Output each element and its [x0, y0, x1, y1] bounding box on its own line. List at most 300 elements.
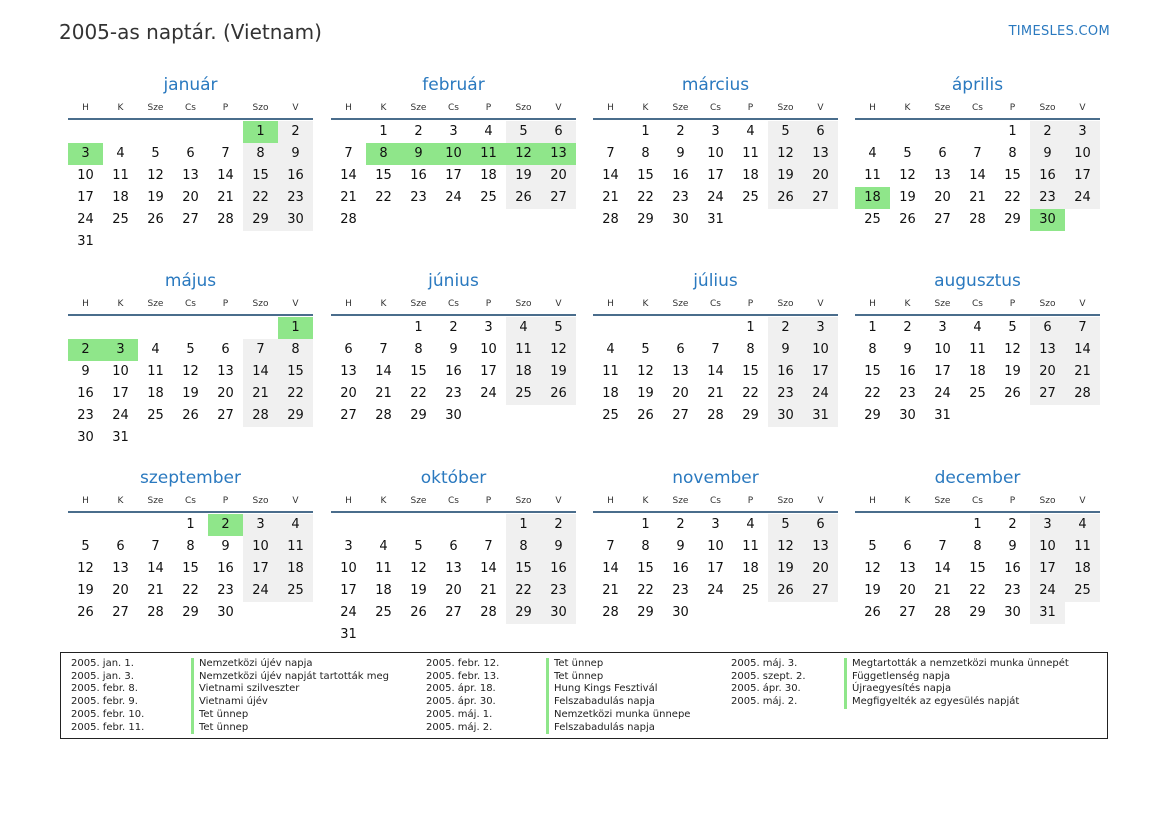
holiday-day-cell: 9	[401, 143, 436, 165]
weekday-label: H	[82, 496, 89, 506]
empty-cell	[471, 209, 506, 231]
day-cell: 19	[1004, 364, 1021, 379]
day-cell: 8	[414, 342, 423, 357]
day-cell: 5	[1008, 320, 1017, 335]
weekday-label: Sze	[672, 103, 689, 113]
weekday-label: P	[485, 103, 492, 113]
weekday-label: K	[380, 103, 387, 113]
empty-cell	[855, 121, 890, 143]
day-cell: 23	[77, 408, 94, 423]
weekday-label: Szo	[1039, 299, 1056, 309]
empty-cell	[173, 121, 208, 143]
legend-holiday-name: Vietnami szilveszter	[199, 683, 300, 695]
day-cell: 2	[541, 514, 576, 536]
day-cell: 21	[602, 190, 619, 205]
day-cell: 29	[506, 602, 541, 624]
day-cell: 15	[637, 168, 654, 183]
day-cell: 2	[903, 320, 912, 335]
weekday-label: H	[607, 103, 614, 113]
day-cell: 26	[899, 212, 916, 227]
weekday-label: K	[380, 299, 387, 309]
day-cell: 12	[410, 561, 427, 576]
weekday-label: P	[485, 299, 492, 309]
day-cell: 17	[707, 168, 724, 183]
day-cell: 19	[768, 165, 803, 187]
legend-holiday-name: Felszabadulás napja	[554, 721, 655, 733]
day-cell: 21	[1065, 361, 1100, 383]
day-cell: 13	[672, 364, 689, 379]
empty-cell	[366, 514, 401, 536]
empty-cell	[768, 602, 803, 624]
day-cell: 16	[1030, 165, 1065, 187]
day-cell: 13	[803, 143, 838, 165]
day-cell: 22	[969, 583, 986, 598]
weekday-label: K	[117, 496, 124, 506]
day-cell: 4	[116, 146, 125, 161]
day-cell: 25	[1065, 580, 1100, 602]
day-cell: 21	[147, 583, 164, 598]
day-cell: 1	[641, 124, 650, 139]
empty-cell	[243, 602, 278, 624]
month-name: december	[934, 468, 1021, 488]
legend-date: 2005. ápr. 30.	[731, 683, 801, 695]
day-cell: 18	[506, 361, 541, 383]
legend-holiday-name: Nemzetközi újév napját tartották meg	[199, 670, 390, 682]
day-cell: 3	[938, 320, 947, 335]
day-cell: 20	[182, 190, 199, 205]
weekday-label: Sze	[147, 299, 164, 309]
day-cell: 29	[969, 605, 986, 620]
day-cell: 10	[934, 342, 951, 357]
empty-cell	[1030, 405, 1065, 427]
day-cell: 25	[480, 190, 497, 205]
empty-cell	[663, 317, 698, 339]
day-cell: 31	[707, 212, 724, 227]
empty-cell	[1065, 602, 1100, 624]
holiday-day-cell: 8	[366, 143, 401, 165]
day-cell: 9	[676, 539, 685, 554]
day-cell: 1	[641, 517, 650, 532]
day-cell: 27	[445, 605, 462, 620]
day-cell: 16	[445, 364, 462, 379]
day-cell: 8	[641, 146, 650, 161]
empty-cell	[925, 514, 960, 536]
day-cell: 24	[340, 605, 357, 620]
holiday-day-cell: 30	[1030, 209, 1065, 231]
day-cell: 7	[344, 146, 353, 161]
day-cell: 26	[506, 187, 541, 209]
legend-holiday-name: Tet ünnep	[554, 658, 604, 669]
day-cell: 31	[1030, 602, 1065, 624]
day-cell: 11	[742, 146, 759, 161]
day-grid	[855, 514, 1100, 624]
empty-cell	[103, 514, 138, 536]
day-cell: 15	[742, 364, 759, 379]
empty-cell	[278, 427, 313, 449]
day-cell: 9	[221, 539, 230, 554]
weekday-label: H	[607, 496, 614, 506]
day-cell: 24	[934, 386, 951, 401]
day-cell: 21	[934, 583, 951, 598]
day-cell: 13	[340, 364, 357, 379]
day-cell: 29	[637, 212, 654, 227]
day-cell: 22	[864, 386, 881, 401]
weekday-label: Sze	[147, 103, 164, 113]
empty-cell	[960, 405, 995, 427]
day-cell: 16	[541, 558, 576, 580]
month-name: január	[163, 75, 218, 95]
weekday-label: P	[485, 496, 492, 506]
legend-dates-column	[71, 658, 144, 734]
month-name: július	[693, 271, 738, 291]
weekday-label: Cs	[448, 496, 459, 506]
day-cell: 1	[506, 514, 541, 536]
day-cell: 19	[637, 386, 654, 401]
holiday-day-cell: 2	[208, 514, 243, 536]
day-cell: 21	[375, 386, 392, 401]
day-cell: 4	[868, 146, 877, 161]
empty-cell	[506, 624, 541, 646]
empty-cell	[541, 209, 576, 231]
empty-cell	[208, 317, 243, 339]
legend-date: 2005. máj. 3.	[731, 658, 798, 669]
day-cell: 13	[182, 168, 199, 183]
day-cell: 17	[112, 386, 129, 401]
page-title: 2005-as naptár. (Vietnam)	[59, 20, 322, 44]
weekday-label: K	[904, 299, 911, 309]
day-cell: 6	[938, 146, 947, 161]
day-cell: 20	[672, 386, 689, 401]
day-cell: 3	[344, 539, 353, 554]
day-cell: 19	[768, 558, 803, 580]
empty-cell	[436, 624, 471, 646]
day-cell: 11	[602, 364, 619, 379]
day-cell: 27	[1030, 383, 1065, 405]
day-cell: 7	[221, 146, 230, 161]
day-cell: 27	[541, 187, 576, 209]
day-cell: 18	[278, 558, 313, 580]
day-cell: 9	[449, 342, 458, 357]
day-cell: 20	[803, 165, 838, 187]
day-cell: 5	[903, 146, 912, 161]
day-cell: 15	[506, 558, 541, 580]
day-cell: 27	[803, 580, 838, 602]
day-cell: 31	[77, 234, 94, 249]
empty-cell	[68, 121, 103, 143]
day-cell: 28	[147, 605, 164, 620]
empty-cell	[436, 209, 471, 231]
weekday-label: V	[817, 103, 824, 113]
empty-cell	[331, 514, 366, 536]
day-cell: 30	[899, 408, 916, 423]
empty-cell	[890, 514, 925, 536]
day-cell: 9	[1030, 143, 1065, 165]
day-cell: 24	[480, 386, 497, 401]
empty-cell	[173, 231, 208, 253]
day-cell: 28	[602, 605, 619, 620]
day-cell: 29	[864, 408, 881, 423]
day-cell: 25	[147, 408, 164, 423]
day-cell: 5	[506, 121, 541, 143]
day-cell: 27	[803, 187, 838, 209]
weekday-label: V	[292, 103, 299, 113]
legend-holiday-name: Újraegyesítés napja	[852, 683, 952, 695]
day-cell: 1	[746, 320, 755, 335]
empty-cell	[208, 231, 243, 253]
day-grid	[68, 317, 313, 449]
day-cell: 11	[969, 342, 986, 357]
day-cell: 7	[606, 146, 615, 161]
legend-holiday-name: Nemzetközi munka ünnepe	[554, 708, 691, 720]
day-cell: 4	[379, 539, 388, 554]
day-cell: 31	[112, 430, 129, 445]
legend-dates-column	[731, 658, 806, 709]
day-cell: 13	[934, 168, 951, 183]
month-name: augusztus	[934, 271, 1021, 291]
empty-cell	[278, 602, 313, 624]
weekday-label: V	[817, 496, 824, 506]
day-cell: 19	[147, 190, 164, 205]
day-cell: 11	[278, 536, 313, 558]
day-cell: 26	[182, 408, 199, 423]
day-cell: 25	[375, 605, 392, 620]
day-cell: 16	[768, 361, 803, 383]
weekday-label: Cs	[448, 299, 459, 309]
weekday-label: V	[292, 299, 299, 309]
month-calendar	[855, 72, 1100, 231]
day-cell: 20	[803, 558, 838, 580]
day-cell: 14	[1065, 339, 1100, 361]
day-cell: 29	[278, 405, 313, 427]
weekday-label: V	[555, 103, 562, 113]
day-cell: 24	[803, 383, 838, 405]
empty-cell	[243, 317, 278, 339]
day-cell: 2	[1008, 517, 1017, 532]
day-cell: 12	[864, 561, 881, 576]
month-calendar	[855, 268, 1100, 427]
weekday-label: K	[642, 299, 649, 309]
weekday-label: Sze	[934, 299, 951, 309]
empty-cell	[436, 514, 471, 536]
day-cell: 5	[186, 342, 195, 357]
day-cell: 9	[541, 536, 576, 558]
weekday-label: Szo	[515, 103, 532, 113]
day-cell: 25	[602, 408, 619, 423]
day-cell: 15	[182, 561, 199, 576]
day-cell: 28	[934, 605, 951, 620]
day-cell: 27	[217, 408, 234, 423]
weekday-label: H	[869, 299, 876, 309]
empty-cell	[960, 121, 995, 143]
weekday-label: V	[817, 299, 824, 309]
empty-cell	[366, 624, 401, 646]
day-cell: 6	[803, 121, 838, 143]
day-cell: 9	[903, 342, 912, 357]
day-cell: 18	[602, 386, 619, 401]
weekday-label: V	[1079, 299, 1086, 309]
day-cell: 8	[506, 536, 541, 558]
legend-date: 2005. máj. 2.	[426, 721, 493, 733]
day-cell: 18	[1065, 558, 1100, 580]
month-name: február	[422, 75, 485, 95]
weekday-header	[855, 98, 1100, 120]
day-cell: 28	[375, 408, 392, 423]
day-cell: 6	[541, 121, 576, 143]
day-cell: 1	[1008, 124, 1017, 139]
day-cell: 4	[506, 317, 541, 339]
day-cell: 12	[768, 536, 803, 558]
empty-cell	[733, 209, 768, 231]
legend-holiday-name: Megfigyelték az egyesülés napját	[852, 696, 1020, 708]
day-cell: 22	[1004, 190, 1021, 205]
day-cell: 12	[541, 339, 576, 361]
day-cell: 8	[278, 339, 313, 361]
day-cell: 22	[182, 583, 199, 598]
day-grid	[331, 121, 576, 231]
day-cell: 1	[186, 517, 195, 532]
holiday-day-cell: 13	[541, 143, 576, 165]
legend-holiday-name: Hung Kings Fesztivál	[554, 683, 658, 695]
day-cell: 7	[973, 146, 982, 161]
day-cell: 5	[768, 514, 803, 536]
empty-cell	[173, 427, 208, 449]
holiday-legend	[60, 652, 1108, 739]
weekday-label: Szo	[1039, 103, 1056, 113]
day-cell: 7	[711, 342, 720, 357]
day-cell: 19	[899, 190, 916, 205]
day-cell: 8	[641, 539, 650, 554]
day-cell: 4	[746, 124, 755, 139]
day-cell: 14	[217, 168, 234, 183]
brand-link[interactable]: TIMESLES.COM	[1008, 24, 1110, 39]
weekday-label: Szo	[252, 496, 269, 506]
day-cell: 26	[77, 605, 94, 620]
weekday-label: V	[555, 299, 562, 309]
empty-cell	[925, 121, 960, 143]
day-cell: 16	[899, 364, 916, 379]
month-name: március	[681, 75, 750, 95]
day-cell: 20	[445, 583, 462, 598]
day-cell: 5	[868, 539, 877, 554]
weekday-header	[68, 294, 313, 316]
day-cell: 29	[182, 605, 199, 620]
day-cell: 13	[1030, 339, 1065, 361]
empty-cell	[1065, 209, 1100, 231]
day-cell: 27	[899, 605, 916, 620]
day-cell: 23	[278, 187, 313, 209]
empty-cell	[401, 624, 436, 646]
day-cell: 14	[969, 168, 986, 183]
day-cell: 18	[969, 364, 986, 379]
month-calendar	[593, 268, 838, 427]
empty-cell	[103, 231, 138, 253]
weekday-label: P	[222, 496, 229, 506]
empty-cell	[366, 209, 401, 231]
empty-cell	[593, 514, 628, 536]
day-cell: 10	[77, 168, 94, 183]
day-cell: 1	[868, 320, 877, 335]
day-cell: 7	[379, 342, 388, 357]
legend-date: 2005. máj. 2.	[731, 696, 798, 708]
day-cell: 5	[81, 539, 90, 554]
day-cell: 26	[768, 580, 803, 602]
weekday-label: Cs	[448, 103, 459, 113]
legend-date: 2005. febr. 9.	[71, 696, 138, 708]
empty-cell	[506, 405, 541, 427]
empty-cell	[331, 317, 366, 339]
weekday-label: K	[117, 103, 124, 113]
day-cell: 11	[112, 168, 129, 183]
weekday-label: H	[345, 299, 352, 309]
weekday-label: Sze	[934, 103, 951, 113]
day-cell: 11	[864, 168, 881, 183]
day-cell: 5	[768, 121, 803, 143]
legend-names-column	[191, 658, 389, 734]
legend-holiday-name: Felszabadulás napja	[554, 696, 655, 708]
day-cell: 14	[147, 561, 164, 576]
empty-cell	[401, 514, 436, 536]
day-cell: 14	[375, 364, 392, 379]
month-name: április	[951, 75, 1004, 95]
day-grid	[593, 121, 838, 231]
day-cell: 27	[182, 212, 199, 227]
day-cell: 23	[410, 190, 427, 205]
day-cell: 2	[414, 124, 423, 139]
day-cell: 17	[934, 364, 951, 379]
day-cell: 6	[449, 539, 458, 554]
day-cell: 14	[243, 361, 278, 383]
day-cell: 26	[768, 187, 803, 209]
day-grid	[855, 317, 1100, 427]
day-cell: 19	[864, 583, 881, 598]
day-cell: 23	[899, 386, 916, 401]
day-cell: 12	[637, 364, 654, 379]
weekday-label: Szo	[252, 103, 269, 113]
day-cell: 8	[186, 539, 195, 554]
day-cell: 16	[217, 561, 234, 576]
day-cell: 25	[742, 583, 759, 598]
day-cell: 1	[973, 517, 982, 532]
day-cell: 31	[340, 627, 357, 642]
empty-cell	[243, 427, 278, 449]
day-cell: 28	[340, 212, 357, 227]
holiday-day-cell: 1	[278, 317, 313, 339]
day-cell: 22	[506, 580, 541, 602]
day-cell: 24	[112, 408, 129, 423]
day-cell: 24	[243, 580, 278, 602]
weekday-label: Cs	[185, 496, 196, 506]
day-cell: 27	[672, 408, 689, 423]
day-cell: 22	[637, 190, 654, 205]
day-cell: 26	[1004, 386, 1021, 401]
weekday-label: Cs	[710, 299, 721, 309]
day-cell: 31	[934, 408, 951, 423]
day-cell: 7	[484, 539, 493, 554]
day-cell: 30	[445, 408, 462, 423]
day-cell: 2	[1030, 121, 1065, 143]
weekday-label: K	[642, 103, 649, 113]
legend-date: 2005. febr. 12.	[426, 658, 500, 669]
holiday-day-cell: 10	[436, 143, 471, 165]
day-grid	[68, 121, 313, 253]
day-cell: 22	[637, 583, 654, 598]
day-cell: 10	[243, 536, 278, 558]
weekday-header	[593, 294, 838, 316]
day-cell: 28	[243, 405, 278, 427]
day-cell: 17	[707, 561, 724, 576]
day-cell: 10	[707, 539, 724, 554]
day-cell: 23	[768, 383, 803, 405]
